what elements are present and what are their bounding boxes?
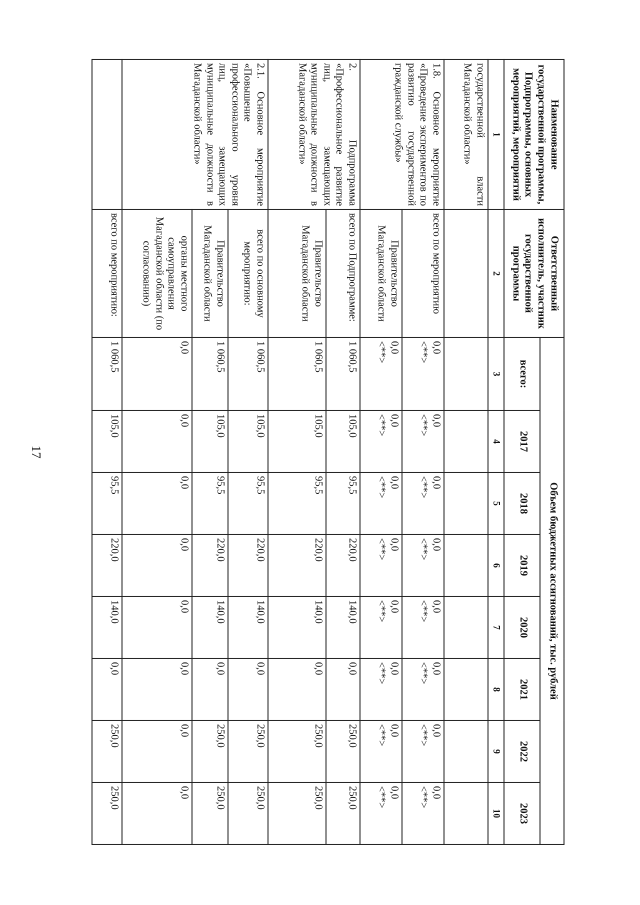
header-year: 2022: [504, 720, 540, 782]
year-value: 250,0: [92, 720, 122, 782]
responsible-executor: [444, 209, 488, 337]
total-value: 0,0: [122, 337, 192, 410]
year-value: 105,0: [228, 410, 268, 472]
table-row: [228, 59, 268, 844]
year-value: 0,0: [122, 782, 192, 844]
header-year: 2019: [504, 534, 540, 596]
year-value: 0,0 <**>: [360, 472, 402, 534]
year-value: 0,0 <**>: [360, 596, 402, 658]
year-value: 0,0: [92, 658, 122, 720]
year-value: 140,0: [268, 596, 326, 658]
year-value: [444, 782, 488, 844]
responsible-executor: органы местного самоуправления Магаданской области (по согласованию): [122, 209, 192, 337]
year-value: 95,5: [228, 472, 268, 534]
year-value: 250,0: [192, 720, 228, 782]
year-value: 0,0 <**>: [360, 720, 402, 782]
year-value: 220,0: [192, 534, 228, 596]
year-value: 105,0: [192, 410, 228, 472]
year-value: 0,0 <**>: [402, 410, 444, 472]
column-number: 3: [488, 337, 504, 410]
responsible-executor: Правительство Магаданской области: [268, 209, 326, 337]
program-name: государственной власти Магаданской области»: [444, 59, 488, 209]
year-value: 105,0: [92, 410, 122, 472]
year-value: 140,0: [228, 596, 268, 658]
year-value: 220,0: [268, 534, 326, 596]
year-value: 220,0: [92, 534, 122, 596]
year-value: 250,0: [228, 720, 268, 782]
program-name: 2.1. Основное мероприятие «Повышение профессионального уровня лиц, замещающих муниципальные должности в Магаданской области»: [122, 59, 268, 209]
year-value: 0,0 <**>: [402, 658, 444, 720]
header-year: 2018: [504, 472, 540, 534]
year-value: 250,0: [326, 720, 360, 782]
year-value: 140,0: [326, 596, 360, 658]
responsible-executor: всего по основному мероприятию:: [228, 209, 268, 337]
year-value: [444, 658, 488, 720]
year-value: 95,5: [192, 472, 228, 534]
year-value: 250,0: [92, 782, 122, 844]
year-value: 95,5: [268, 472, 326, 534]
column-number: 2: [488, 209, 504, 337]
year-value: 0,0 <**>: [402, 472, 444, 534]
column-number: 10: [488, 782, 504, 844]
header-year: 2021: [504, 658, 540, 720]
header-year: 2017: [504, 410, 540, 472]
year-value: 0,0: [122, 596, 192, 658]
total-value: 0,0 <**>: [402, 337, 444, 410]
year-value: 0,0 <**>: [360, 782, 402, 844]
year-value: 0,0: [228, 658, 268, 720]
year-value: 0,0: [122, 410, 192, 472]
year-value: 0,0: [268, 658, 326, 720]
year-value: [444, 472, 488, 534]
year-value: 0,0 <**>: [360, 658, 402, 720]
year-value: [444, 596, 488, 658]
year-value: 250,0: [326, 782, 360, 844]
column-number: 5: [488, 472, 504, 534]
year-value: 0,0 <**>: [402, 720, 444, 782]
year-value: 140,0: [92, 596, 122, 658]
year-value: 105,0: [326, 410, 360, 472]
year-value: 0,0: [122, 534, 192, 596]
total-value: 1 060,5: [326, 337, 360, 410]
year-value: 250,0: [268, 720, 326, 782]
year-value: 0,0: [122, 720, 192, 782]
header-name: Наименование государственной программы, Подпрограммы, основных мероприятий, мероприятий: [504, 59, 564, 209]
total-value: 1 060,5: [192, 337, 228, 410]
table-row: [402, 59, 444, 844]
year-value: [444, 720, 488, 782]
program-name: 2. Подпрограмма «Профессиональное развитие лиц, замещающих муниципальные должности в Магаданской области»: [268, 59, 360, 209]
year-value: 250,0: [228, 782, 268, 844]
column-number: 1: [488, 59, 504, 209]
budget-table: [92, 58, 565, 844]
year-value: 220,0: [228, 534, 268, 596]
header-year: 2023: [504, 782, 540, 844]
header-total: всего:: [504, 337, 540, 410]
header-responsible: Ответственный исполнитель, участник государственной программы: [504, 209, 564, 337]
header-budget: Объем бюджетных ассигнований, тыс. рублей: [540, 337, 564, 844]
responsible-executor: всего по мероприятию:: [92, 209, 122, 337]
table-row: [444, 59, 488, 844]
year-value: 0,0: [122, 472, 192, 534]
column-number: 9: [488, 720, 504, 782]
column-number: 6: [488, 534, 504, 596]
year-value: 0,0 <**>: [402, 782, 444, 844]
page-number: 17: [29, 445, 44, 459]
column-number: 7: [488, 596, 504, 658]
year-value: 105,0: [268, 410, 326, 472]
year-value: 95,5: [326, 472, 360, 534]
total-value: [444, 337, 488, 410]
table-row: [326, 59, 360, 844]
responsible-executor: всего по Подпрограмме:: [326, 209, 360, 337]
total-value: 1 060,5: [92, 337, 122, 410]
table-row: [92, 59, 122, 844]
year-value: 0,0: [192, 658, 228, 720]
year-value: 0,0 <**>: [360, 410, 402, 472]
year-value: 250,0: [268, 782, 326, 844]
program-name: 1.8. Основное мероприятие «Проведение экспериментов по развитию государственной гражданской службы»: [360, 59, 444, 209]
responsible-executor: Правительство Магаданской области: [192, 209, 228, 337]
responsible-executor: Правительство Магаданской области: [360, 209, 402, 337]
year-value: 250,0: [192, 782, 228, 844]
year-value: 0,0 <**>: [360, 534, 402, 596]
year-value: [444, 534, 488, 596]
year-value: 220,0: [326, 534, 360, 596]
year-value: [444, 410, 488, 472]
column-number: 4: [488, 410, 504, 472]
program-name: [92, 59, 122, 209]
year-value: 0,0: [326, 658, 360, 720]
total-value: 1 060,5: [268, 337, 326, 410]
year-value: 140,0: [192, 596, 228, 658]
year-value: 95,5: [92, 472, 122, 534]
total-value: 0,0 <**>: [360, 337, 402, 410]
year-value: 0,0 <**>: [402, 596, 444, 658]
year-value: 0,0: [122, 658, 192, 720]
responsible-executor: всего по мероприятию: [402, 209, 444, 337]
year-value: 0,0 <**>: [402, 534, 444, 596]
header-year: 2020: [504, 596, 540, 658]
column-number: 8: [488, 658, 504, 720]
rotated-table-frame: [92, 59, 564, 844]
total-value: 1 060,5: [228, 337, 268, 410]
